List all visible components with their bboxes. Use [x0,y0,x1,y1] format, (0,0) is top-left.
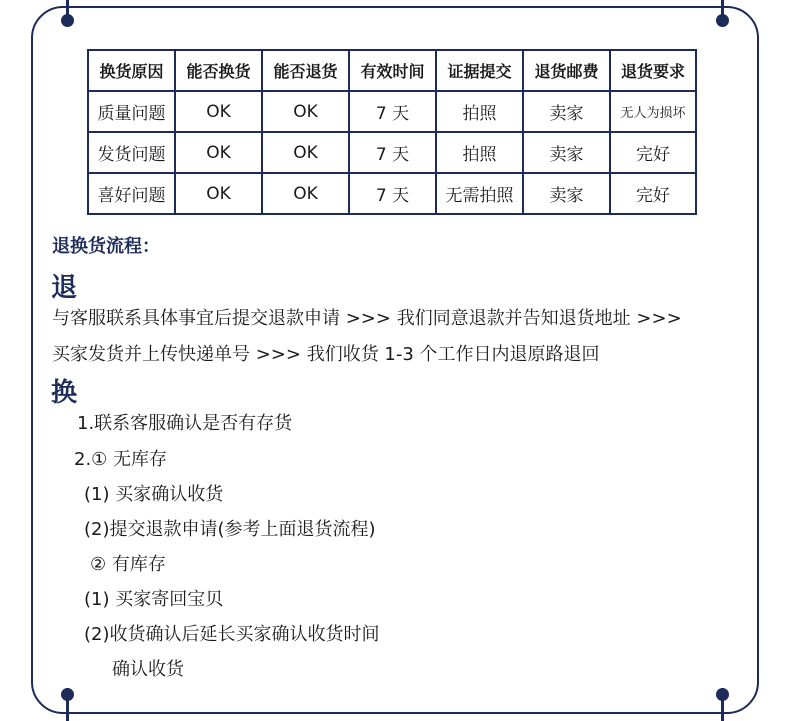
exchange-policy-table [87,49,697,215]
table-cell: 卖家 [523,173,610,214]
table-cell: OK [175,132,262,173]
exchange-step: 1.联系客服确认是否有存货 [77,413,293,434]
process-title: 退换货流程： [52,236,160,257]
table-cell: 完好 [610,132,696,173]
pin-bottom-left [66,688,69,721]
exchange-step: 确认收货 [112,659,184,680]
exchange-heading: 换 [51,378,78,408]
table-cell: OK [175,91,262,132]
header-cell: 能否换货 [175,50,262,91]
exchange-step: ② 有库存 [90,554,166,575]
pin-bottom-right [721,688,724,721]
header-cell: 证据提交 [436,50,523,91]
table-row [88,173,696,214]
table-cell: 喜好问题 [88,173,175,214]
header-cell: 退货邮费 [523,50,610,91]
table-row [88,132,696,173]
table-header-row [88,50,696,91]
table-cell: 质量问题 [88,91,175,132]
header-cell: 有效时间 [349,50,436,91]
table-cell: 无人为损坏 [610,91,696,132]
header-cell: 能否退货 [262,50,349,91]
table-cell: OK [175,173,262,214]
table-cell: 卖家 [523,91,610,132]
table-cell: OK [262,132,349,173]
exchange-step: (1) 买家确认收货 [84,484,224,505]
table-cell: 卖家 [523,132,610,173]
exchange-step: (1) 买家寄回宝贝 [84,589,224,610]
table-row [88,91,696,132]
table-cell: OK [262,91,349,132]
table-cell: 拍照 [436,91,523,132]
table-cell: 7 天 [349,91,436,132]
table-cell: 7 天 [349,132,436,173]
table-cell: 完好 [610,173,696,214]
header-cell: 退货要求 [610,50,696,91]
table-cell: 7 天 [349,173,436,214]
return-heading: 退 [51,273,78,303]
table-cell: 拍照 [436,132,523,173]
exchange-step: 2.① 无库存 [74,449,168,470]
exchange-step: (2)提交退款申请(参考上面退货流程) [84,519,376,540]
table-cell: 发货问题 [88,132,175,173]
header-cell: 换货原因 [88,50,175,91]
exchange-step: (2)收货确认后延长买家确认收货时间 [84,624,380,645]
return-step: 与客服联系具体事宜后提交退款申请 >>> 我们同意退款并告知退货地址 >>> [52,308,682,329]
return-step: 买家发货并上传快递单号 >>> 我们收货 1-3 个工作日内退原路退回 [52,344,600,365]
pin-top-right [721,0,724,22]
table-cell: OK [262,173,349,214]
pin-top-left [66,0,69,22]
table-cell: 无需拍照 [436,173,523,214]
